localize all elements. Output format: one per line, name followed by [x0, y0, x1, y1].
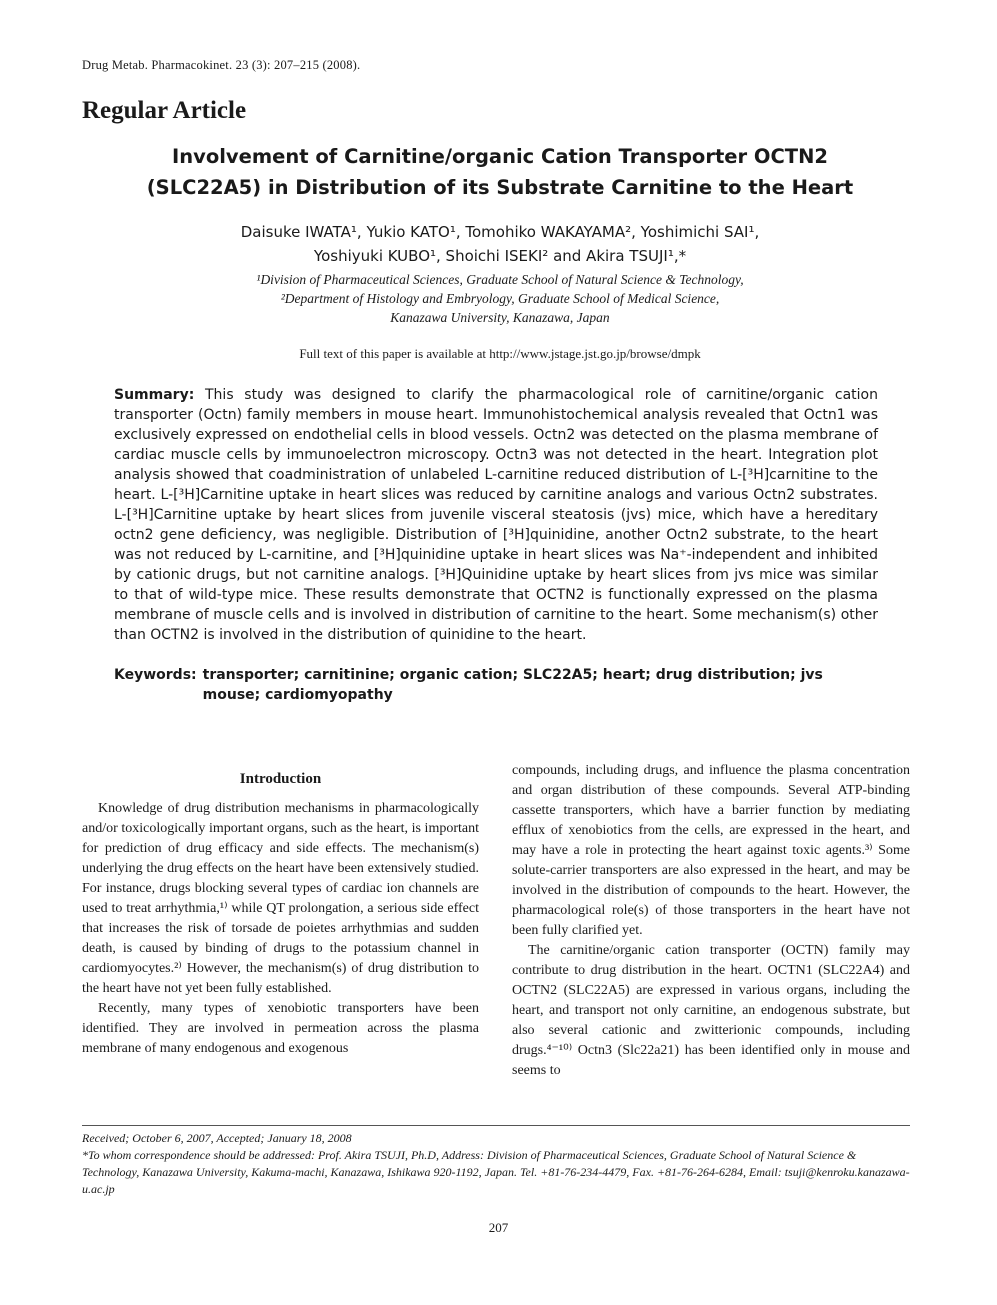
footnote-divider [82, 1125, 910, 1126]
summary-label: Summary: [114, 387, 195, 403]
journal-citation: Drug Metab. Pharmacokinet. 23 (3): 207–215 (2008). [82, 58, 361, 72]
page-number: 207 [488, 1220, 509, 1235]
body-column-right [512, 761, 910, 1081]
footnotes [82, 1130, 910, 1198]
authors-line-2: Yoshiyuki KUBO¹, Shoichi ISEKI² and Akira TSUJI¹,* [313, 247, 687, 265]
introduction-heading: Introduction [239, 771, 322, 787]
keywords-label: Keywords: [114, 667, 197, 683]
body-column-left [82, 761, 479, 1059]
body-paragraph: Recently, many types of xenobiotic transporters have been identified. They are involved in permeation across the plasma membrane of many endogenous and exogenous [82, 1001, 479, 1056]
article-title [100, 141, 900, 203]
author-list [100, 220, 900, 268]
availability-note: Full text of this paper is available at http://www.jstage.jst.go.jp/browse/dmpk [299, 346, 701, 361]
affiliation-1: ¹Division of Pharmaceutical Sciences, Graduate School of Natural Science & Technology, [256, 272, 744, 287]
body-paragraph: Knowledge of drug distribution mechanisms in pharmacologically and/or toxicologically important organs, such as the heart, is important for prediction of drug efficacy and side effects. The mechanism(s) underlying the drug effects on the heart have been extensively studied. For instance, drugs blocking several types of cardiac ion channels are used to treat arrhythmia,¹⁾ while QT prolongation, a serious side effect that increases the risk of torsade de poietes arrhythmias and sudden death, is caused by binding of drugs to the potassium channel in cardiomyocytes.²⁾ However, the mechanism(s) of drug distribution to the heart have not yet been fully established. [82, 801, 479, 996]
article-type-heading: Regular Article [82, 97, 247, 124]
correspondence-note: *To whom correspondence should be addressed: Prof. Akira TSUJI, Ph.D, Address: Division of Pharmaceutical Sciences, Graduate School of Natural Science & Technology, Kanazawa University, Kakuma-machi, Kanazawa, Ishikawa 920-1192, Japan. Tel. +81-76-234-4479, Fax. +81-76-264-6284, Email: tsuji@kenroku.kanazawa-u.ac.jp [82, 1148, 910, 1196]
keywords-text: transporter; carnitinine; organic cation; SLC22A5; heart; drug distribution; jvs mouse; cardiomyopathy [202, 667, 823, 703]
affiliation-3: Kanazawa University, Kanazawa, Japan [390, 310, 610, 325]
keywords-block [114, 665, 878, 705]
summary-text: This study was designed to clarify the pharmacological role of carnitine/organic cation transporter (Octn) family members in mouse heart. Immunohistochemical analysis revealed that Octn1 was exclusively expressed on endothelial cells in blood vessels. Octn2 was detected on the plasma membrane of cardiac muscle cells by immunoelectron microscopy. Octn3 was not detected in the heart. Integration plot analysis showed that coadministration of unlabeled L-carnitine reduced distribution of L-[³H]carnitine to the heart. L-[³H]Carnitine uptake in heart slices was reduced by carnitine analogs and various Octn2 substrates. L-[³H]Carnitine uptake by heart slices from juvenile visceral steatosis (jvs) mice, which have a hereditary octn2 gene deficiency, was negligible. Distribution of [³H]quinidine, another Octn2 substrate, to the heart was not reduced by L-carnitine, and [³H]quinidine uptake in heart slices was Na⁺-independent and inhibited by cationic drugs, but not carnitine analogs. [³H]Quinidine uptake by heart slices from jvs mice was similar to that of wild-type mice. These results demonstrate that OCTN2 is functionally expressed on the plasma membrane of muscle cells and is involved in distribution of carnitine to the heart. Some mechanism(s) other than OCTN2 is involved in the distribution of quinidine to the heart. [114, 387, 878, 643]
summary-block [114, 385, 878, 645]
body-paragraph: compounds, including drugs, and influence the plasma concentration and organ distribution of these compounds. Several ATP-binding cassette transporters, which have a barrier function by mediating efflux of xenobiotics from the cells, are expressed in the heart, and may have a role in protecting the heart against toxic agents.³⁾ Some solute-carrier transporters are also expressed in the heart, and may be involved in the distribution of compounds to the heart. However, the pharmacological role(s) of those transporters in the heart have not been fully clarified yet. [512, 763, 910, 938]
affiliations [100, 270, 900, 327]
affiliation-2: ²Department of Histology and Embryology, Graduate School of Medical Science, [280, 291, 720, 306]
received-accepted-note: Received; October 6, 2007, Accepted; January 18, 2008 [82, 1131, 352, 1145]
authors-line-1: Daisuke IWATA¹, Yukio KATO¹, Tomohiko WAKAYAMA², Yoshimichi SAI¹, [240, 223, 760, 241]
title-line-2: (SLC22A5) in Distribution of its Substrate Carnitine to the Heart [146, 176, 854, 199]
title-line-1: Involvement of Carnitine/organic Cation Transporter OCTN2 [172, 145, 828, 168]
body-paragraph: The carnitine/organic cation transporter (OCTN) family may contribute to drug distribution in the heart. OCTN1 (SLC22A4) and OCTN2 (SLC22A5) are expressed in various organs, including the heart, and transport not only carnitine, an endogenous substrate, but also several cationic and zwitterionic compounds, including drugs.⁴⁻¹⁰⁾ Octn3 (Slc22a21) has been identified only in mouse and seems to [512, 943, 910, 1078]
